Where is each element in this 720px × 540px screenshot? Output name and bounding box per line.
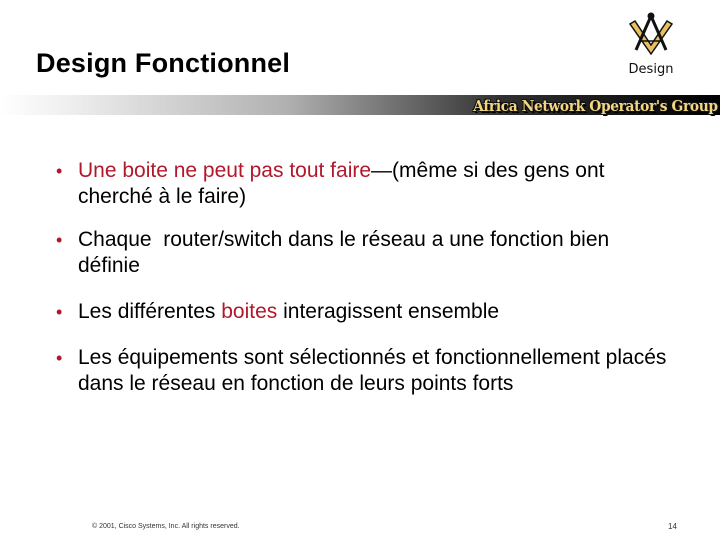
bullet-item-1 (56, 158, 676, 210)
page-number: 14 (668, 522, 677, 531)
bullet-dot-icon: • (56, 302, 63, 322)
bullet-dot-icon: • (56, 161, 63, 181)
slide-title: Design Fonctionnel (36, 48, 291, 78)
bullet-3-before: Les différentes (78, 300, 222, 323)
copyright-footer: © 2001, Cisco Systems, Inc. All rights reserved. (92, 523, 240, 530)
bullet-1-rest: —(même si des gens ont cherché à le faire) (78, 159, 605, 208)
bullet-dot-icon: • (56, 348, 63, 368)
bullet-3-highlight: boites (221, 300, 278, 323)
brand-banner (473, 97, 720, 123)
bullet-1-highlight: Une boite ne peut pas tout faire (78, 159, 372, 182)
bullet-4-text: Les équipements sont sélectionnés et fonctionnellement placés dans le réseau en fonction de leurs points forts (78, 346, 667, 395)
bullet-list (56, 158, 676, 417)
bullet-3-after: interagissent ensemble (277, 300, 500, 323)
design-logo (622, 10, 680, 80)
bullet-item-3 (56, 299, 676, 325)
brand-text: Africa Network Operator's Group (473, 97, 718, 115)
bullet-2-text: Chaque router/switch dans le réseau a une fonction bien définie (78, 228, 616, 277)
bullet-item-2 (56, 227, 676, 279)
logo-word: Design (628, 62, 674, 77)
bullet-dot-icon: • (56, 230, 63, 250)
compass-square-icon (622, 10, 680, 62)
bullet-item-4 (56, 345, 676, 397)
